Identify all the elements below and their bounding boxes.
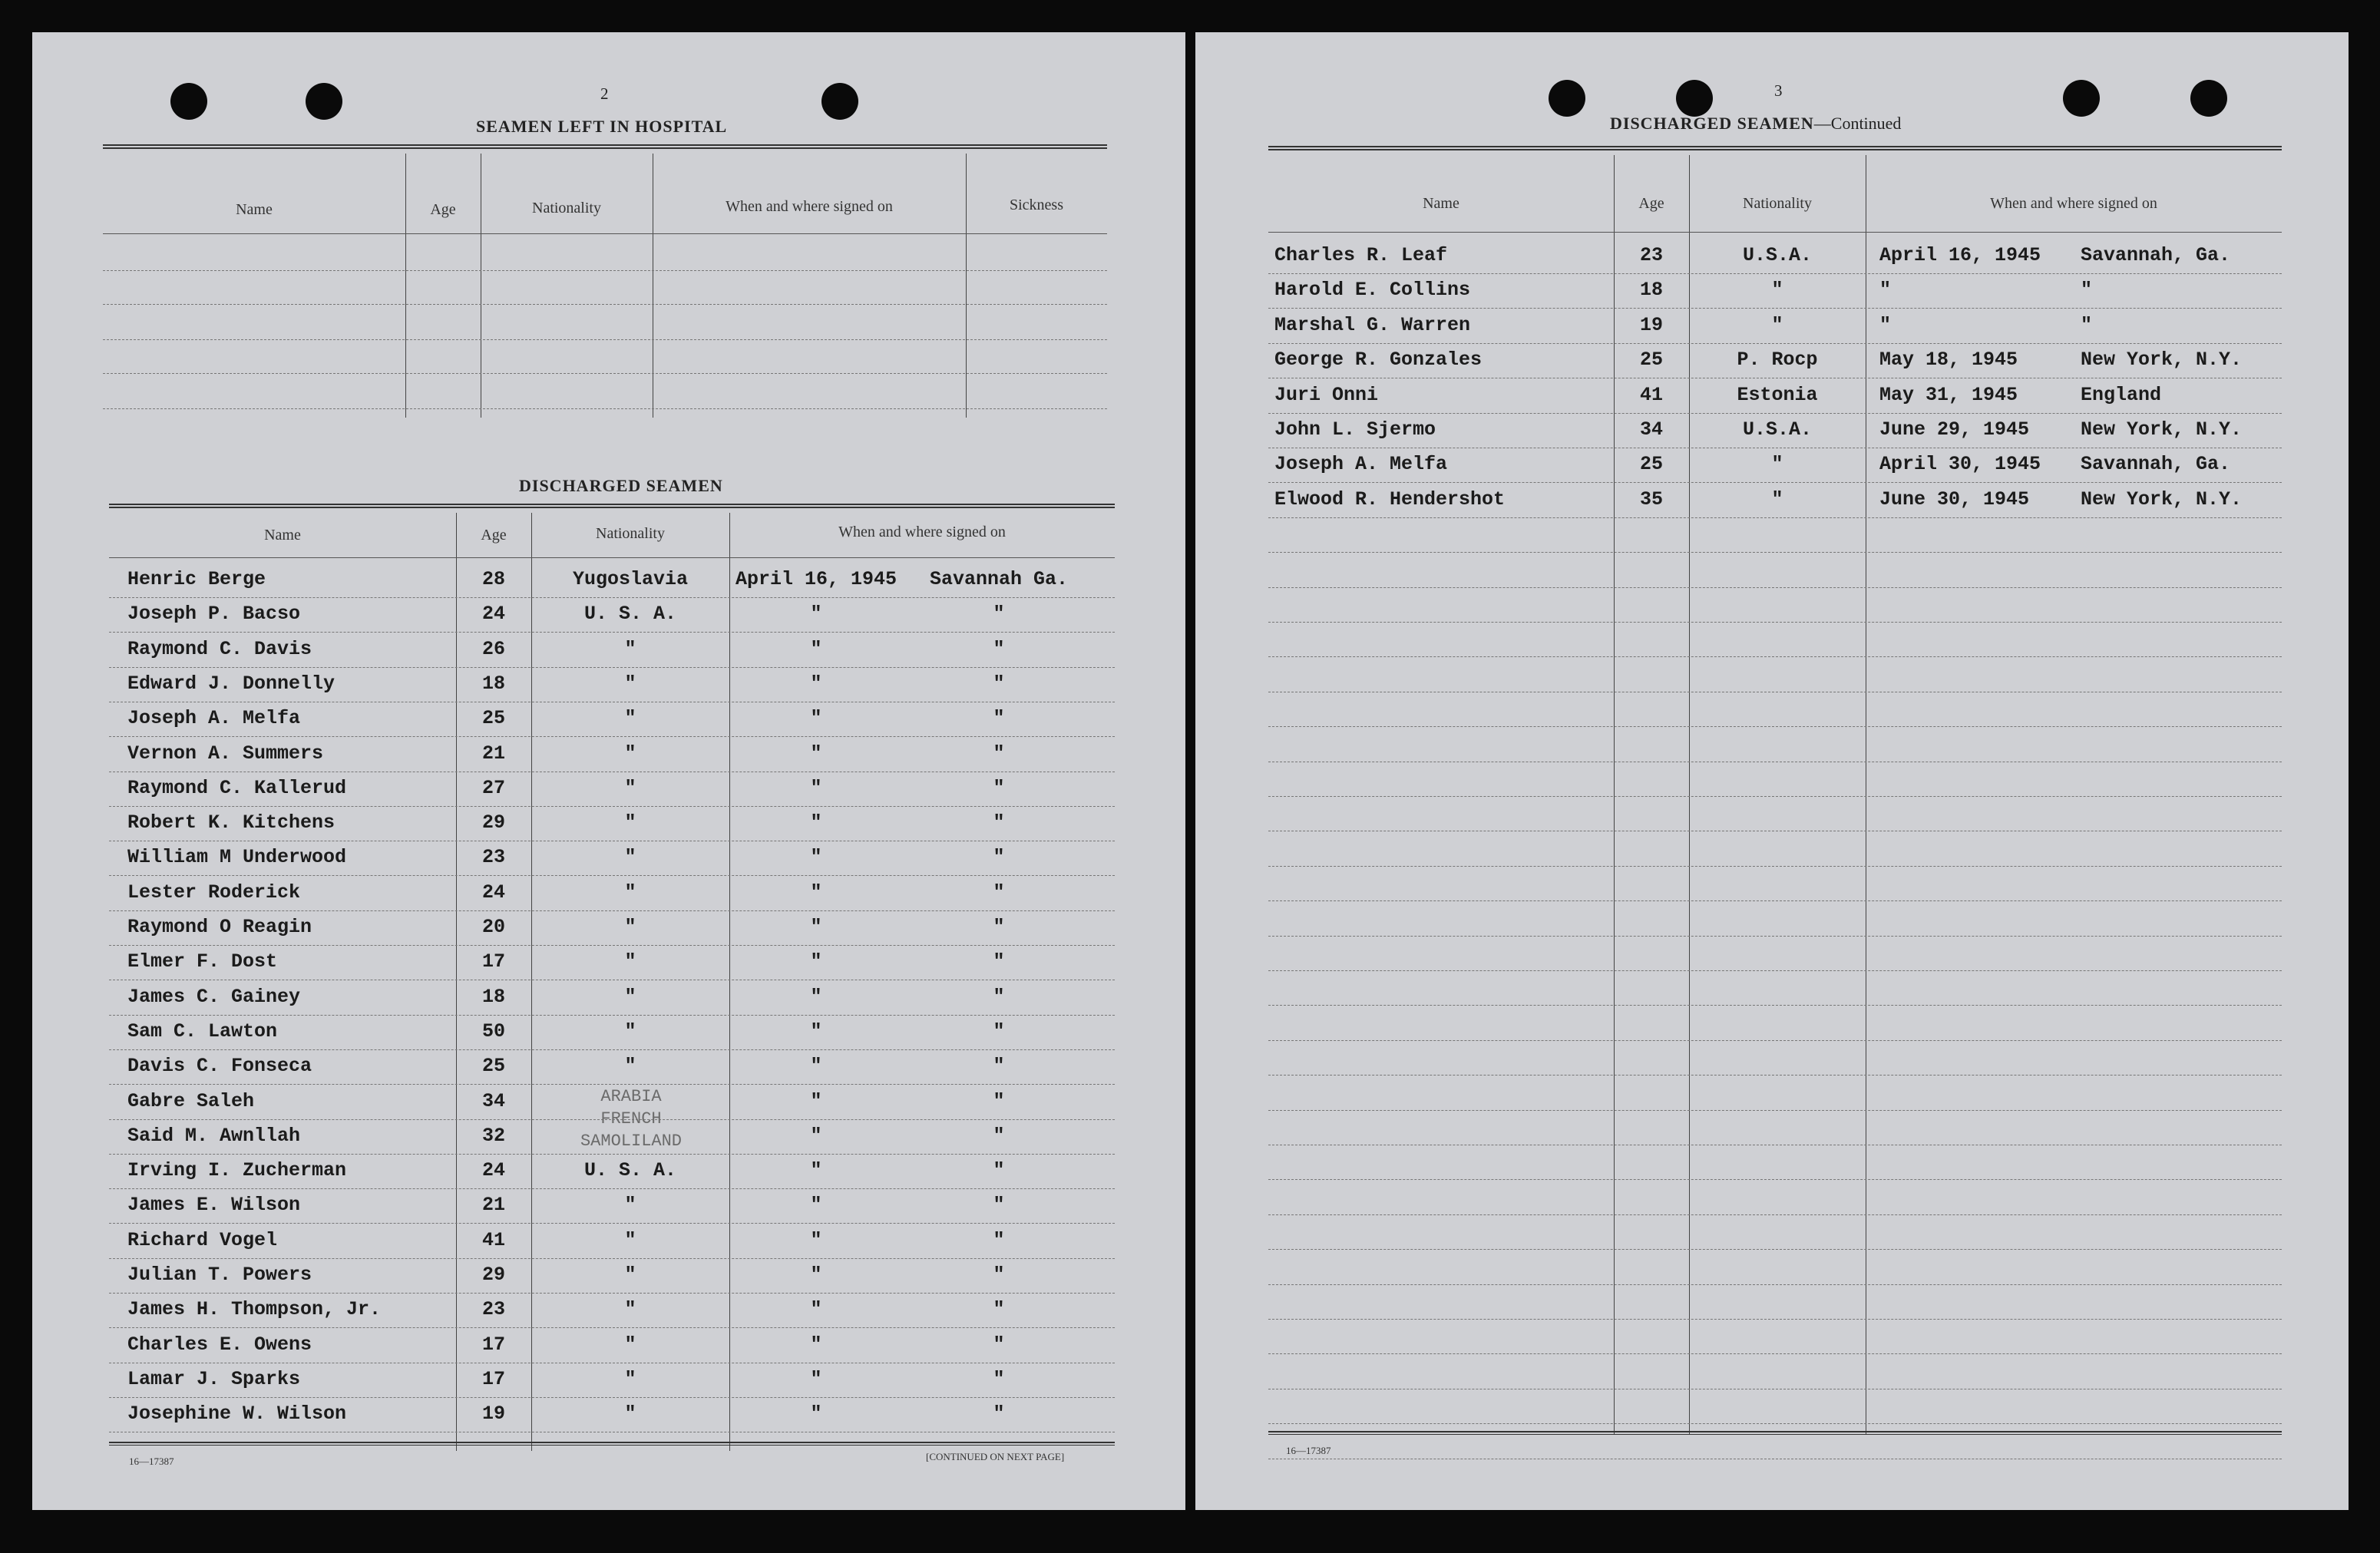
signed-on-date: " bbox=[810, 777, 822, 799]
signed-on-date: April 30, 1945 bbox=[1879, 453, 2041, 475]
punch-hole bbox=[2190, 80, 2227, 117]
row-divider bbox=[1268, 308, 2282, 309]
seaman-name: Juri Onni bbox=[1274, 384, 1379, 406]
signed-on-place: " bbox=[993, 846, 1005, 868]
left-page bbox=[32, 32, 1185, 1510]
page-number: 3 bbox=[1774, 81, 1783, 100]
row-divider bbox=[109, 1223, 1115, 1224]
row-divider bbox=[109, 667, 1115, 668]
seaman-name: James H. Thompson, Jr. bbox=[127, 1298, 382, 1320]
row-divider bbox=[1268, 622, 2282, 623]
title-suffix: —Continued bbox=[1813, 114, 1902, 133]
signed-on-date: " bbox=[810, 1264, 822, 1286]
signed-on-place: England bbox=[2081, 384, 2162, 406]
column-header: Name bbox=[236, 201, 273, 218]
seaman-age: 19 bbox=[1639, 314, 1663, 336]
seaman-name: Richard Vogel bbox=[127, 1229, 278, 1251]
punch-hole bbox=[2063, 80, 2100, 117]
row-divider bbox=[109, 806, 1115, 807]
row-divider bbox=[109, 1327, 1115, 1328]
stamp-line: SAMOLILAND bbox=[580, 1132, 683, 1151]
signed-on-place: " bbox=[993, 881, 1005, 904]
row-divider bbox=[1268, 1319, 2282, 1320]
column-header: Name bbox=[264, 527, 301, 544]
seaman-name: Elwood R. Hendershot bbox=[1274, 488, 1506, 511]
continued-note: [CONTINUED ON NEXT PAGE] bbox=[926, 1451, 1065, 1462]
row-divider bbox=[109, 1049, 1115, 1050]
seaman-age: 18 bbox=[1639, 279, 1663, 301]
row-divider bbox=[1268, 413, 2282, 414]
signed-on-place: " bbox=[993, 603, 1005, 625]
hospital-table bbox=[103, 144, 1107, 453]
row-divider bbox=[1268, 1249, 2282, 1250]
row-divider bbox=[109, 1258, 1115, 1259]
seaman-nationality: " bbox=[624, 1055, 636, 1077]
row-divider bbox=[1268, 482, 2282, 483]
seaman-nationality: " bbox=[624, 1333, 636, 1356]
title-text: DISCHARGED SEAMEN bbox=[1610, 114, 1814, 133]
signed-on-place: " bbox=[993, 1020, 1005, 1042]
seaman-name: George R. Gonzales bbox=[1274, 349, 1483, 371]
seaman-nationality: " bbox=[624, 1264, 636, 1286]
seaman-name: Sam C. Lawton bbox=[127, 1020, 278, 1042]
row-divider bbox=[1268, 273, 2282, 274]
discharged-continued-table bbox=[1268, 146, 2282, 1442]
signed-on-date: " bbox=[810, 1368, 822, 1390]
row-divider bbox=[1268, 552, 2282, 553]
seaman-nationality: " bbox=[624, 950, 636, 973]
signed-on-date: " bbox=[810, 1298, 822, 1320]
seaman-nationality: Yugoslavia bbox=[572, 568, 689, 590]
seaman-nationality: U.S.A. bbox=[1742, 418, 1812, 441]
signed-on-date: " bbox=[810, 1090, 822, 1112]
seaman-nationality: P. Rocp bbox=[1737, 349, 1818, 371]
row-divider bbox=[1268, 656, 2282, 657]
signed-on-place: " bbox=[993, 1264, 1005, 1286]
seaman-age: 21 bbox=[481, 1194, 505, 1216]
seaman-age: 25 bbox=[481, 707, 505, 729]
punch-hole bbox=[1676, 80, 1713, 117]
seaman-age: 28 bbox=[481, 568, 505, 590]
discharged-table bbox=[109, 504, 1115, 1449]
seaman-name: William M Underwood bbox=[127, 846, 347, 868]
column-header: Sickness bbox=[1010, 197, 1063, 213]
signed-on-place: " bbox=[993, 986, 1005, 1008]
seaman-name: John L. Sjermo bbox=[1274, 418, 1436, 441]
seaman-age: 18 bbox=[481, 672, 505, 695]
discharged-title: DISCHARGED SEAMEN bbox=[519, 476, 723, 495]
seaman-nationality: " bbox=[624, 986, 636, 1008]
signed-on-date: " bbox=[810, 1403, 822, 1425]
seaman-name: Josephine W. Wilson bbox=[127, 1403, 347, 1425]
seaman-age: 25 bbox=[481, 1055, 505, 1077]
seaman-name: Julian T. Powers bbox=[127, 1264, 312, 1286]
signed-on-date: April 16, 1945 bbox=[735, 568, 897, 590]
row-divider bbox=[1268, 726, 2282, 727]
seaman-age: 29 bbox=[481, 1264, 505, 1286]
signed-on-place: " bbox=[993, 1403, 1005, 1425]
seaman-name: Harold E. Collins bbox=[1274, 279, 1471, 301]
seaman-nationality: " bbox=[1771, 279, 1783, 301]
seaman-name: James E. Wilson bbox=[127, 1194, 301, 1216]
seaman-age: 24 bbox=[481, 881, 505, 904]
column-header: Nationality bbox=[532, 200, 601, 216]
signed-on-date: " bbox=[810, 986, 822, 1008]
nationality-stamp bbox=[539, 1085, 723, 1152]
seaman-age: 32 bbox=[481, 1125, 505, 1147]
stamp-line: ARABIA bbox=[600, 1087, 662, 1106]
signed-on-place: " bbox=[993, 1090, 1005, 1112]
seaman-age: 24 bbox=[481, 1159, 505, 1181]
signed-on-date: June 29, 1945 bbox=[1879, 418, 2030, 441]
seaman-age: 27 bbox=[481, 777, 505, 799]
seaman-nationality: " bbox=[1771, 453, 1783, 475]
seaman-nationality: " bbox=[624, 707, 636, 729]
row-divider bbox=[1268, 1005, 2282, 1006]
seaman-name: Raymond C. Kallerud bbox=[127, 777, 347, 799]
row-divider bbox=[109, 1397, 1115, 1398]
row-divider bbox=[109, 632, 1115, 633]
seaman-name: Robert K. Kitchens bbox=[127, 811, 336, 834]
column-header: Nationality bbox=[1743, 195, 1812, 212]
signed-on-place: " bbox=[993, 672, 1005, 695]
seaman-age: 50 bbox=[481, 1020, 505, 1042]
signed-on-place: Savannah, Ga. bbox=[2081, 244, 2231, 266]
signed-on-place: " bbox=[993, 1194, 1005, 1216]
row-divider bbox=[1268, 1110, 2282, 1111]
seaman-name: Charles R. Leaf bbox=[1274, 244, 1448, 266]
seaman-name: Vernon A. Summers bbox=[127, 742, 324, 765]
signed-on-place: New York, N.Y. bbox=[2081, 488, 2243, 511]
signed-on-date: " bbox=[810, 1159, 822, 1181]
column-header: Age bbox=[430, 201, 456, 218]
seaman-name: Lester Roderick bbox=[127, 881, 301, 904]
seaman-age: 26 bbox=[481, 638, 505, 660]
signed-on-date: May 31, 1945 bbox=[1879, 384, 2018, 406]
row-divider bbox=[1268, 1179, 2282, 1180]
seaman-age: 20 bbox=[481, 916, 505, 938]
signed-on-place: Savannah, Ga. bbox=[2081, 453, 2231, 475]
seaman-name: Joseph A. Melfa bbox=[127, 707, 301, 729]
signed-on-date: " bbox=[810, 1333, 822, 1356]
seaman-age: 23 bbox=[1639, 244, 1663, 266]
seaman-name: Raymond O Reagin bbox=[127, 916, 312, 938]
signed-on-date: June 30, 1945 bbox=[1879, 488, 2030, 511]
seaman-nationality: " bbox=[624, 638, 636, 660]
row-divider bbox=[1268, 1075, 2282, 1076]
seaman-nationality: " bbox=[624, 916, 636, 938]
signed-on-date: " bbox=[810, 707, 822, 729]
signed-on-place: Savannah Ga. bbox=[929, 568, 1069, 590]
seaman-nationality: U. S. A. bbox=[583, 603, 677, 625]
seaman-name: Said M. Awnllah bbox=[127, 1125, 301, 1147]
row-divider bbox=[109, 945, 1115, 946]
signed-on-date: " bbox=[810, 672, 822, 695]
signed-on-place: " bbox=[993, 950, 1005, 973]
row-divider bbox=[1268, 587, 2282, 588]
signed-on-date: " bbox=[810, 811, 822, 834]
punch-hole bbox=[821, 83, 858, 120]
signed-on-place: " bbox=[993, 1333, 1005, 1356]
signed-on-place: " bbox=[993, 1055, 1005, 1077]
seaman-nationality: U. S. A. bbox=[583, 1159, 677, 1181]
row-divider bbox=[1268, 866, 2282, 867]
row-divider bbox=[109, 1015, 1115, 1016]
seaman-age: 17 bbox=[481, 1333, 505, 1356]
signed-on-date: " bbox=[810, 1125, 822, 1147]
column-header: When and where signed on bbox=[1990, 195, 2157, 212]
seaman-age: 25 bbox=[1639, 349, 1663, 371]
seaman-age: 41 bbox=[1639, 384, 1663, 406]
seaman-nationality: " bbox=[624, 846, 636, 868]
signed-on-place: " bbox=[993, 1159, 1005, 1181]
hospital-title: SEAMEN LEFT IN HOSPITAL bbox=[476, 117, 728, 136]
signed-on-place: " bbox=[993, 916, 1005, 938]
punch-hole bbox=[1549, 80, 1585, 117]
row-divider bbox=[1268, 970, 2282, 971]
seaman-nationality: " bbox=[1771, 314, 1783, 336]
signed-on-date: " bbox=[810, 1194, 822, 1216]
row-divider bbox=[109, 910, 1115, 911]
seaman-age: 34 bbox=[1639, 418, 1663, 441]
form-number: 16—17387 bbox=[129, 1456, 174, 1467]
seaman-name: Raymond C. Davis bbox=[127, 638, 312, 660]
punch-hole bbox=[170, 83, 207, 120]
signed-on-date: " bbox=[810, 846, 822, 868]
column-header: Age bbox=[481, 527, 507, 544]
seaman-name: Irving I. Zucherman bbox=[127, 1159, 347, 1181]
row-divider bbox=[1268, 1423, 2282, 1424]
seaman-nationality: " bbox=[624, 1298, 636, 1320]
stamp-line: FRENCH bbox=[600, 1109, 662, 1128]
seaman-nationality: " bbox=[1771, 488, 1783, 511]
seaman-nationality: " bbox=[624, 1194, 636, 1216]
seaman-age: 24 bbox=[481, 603, 505, 625]
signed-on-date: April 16, 1945 bbox=[1879, 244, 2041, 266]
row-divider bbox=[1268, 796, 2282, 797]
row-divider bbox=[109, 875, 1115, 876]
row-divider bbox=[109, 1084, 1115, 1085]
signed-on-place: " bbox=[993, 1298, 1005, 1320]
seaman-name: Elmer F. Dost bbox=[127, 950, 278, 973]
signed-on-date: " bbox=[1879, 279, 1892, 301]
signed-on-place: " bbox=[993, 638, 1005, 660]
seaman-age: 19 bbox=[481, 1403, 505, 1425]
signed-on-place: " bbox=[993, 707, 1005, 729]
column-header: Age bbox=[1638, 195, 1664, 212]
seaman-nationality: " bbox=[624, 777, 636, 799]
row-divider bbox=[1268, 1214, 2282, 1215]
seaman-nationality: " bbox=[624, 1229, 636, 1251]
row-divider bbox=[109, 1154, 1115, 1155]
seaman-nationality: Estonia bbox=[1737, 384, 1818, 406]
signed-on-place: New York, N.Y. bbox=[2081, 349, 2243, 371]
signed-on-date: " bbox=[810, 603, 822, 625]
seaman-name: Joseph A. Melfa bbox=[1274, 453, 1448, 475]
signed-on-date: " bbox=[810, 1229, 822, 1251]
seaman-age: 23 bbox=[481, 846, 505, 868]
seaman-nationality: " bbox=[624, 742, 636, 765]
punch-hole bbox=[306, 83, 342, 120]
signed-on-place: " bbox=[993, 742, 1005, 765]
row-divider bbox=[1268, 1284, 2282, 1285]
signed-on-date: " bbox=[810, 916, 822, 938]
seaman-age: 18 bbox=[481, 986, 505, 1008]
seaman-name: James C. Gainey bbox=[127, 986, 301, 1008]
seaman-age: 34 bbox=[481, 1090, 505, 1112]
right-page bbox=[1195, 32, 2349, 1510]
seaman-age: 35 bbox=[1639, 488, 1663, 511]
seaman-nationality: " bbox=[624, 1020, 636, 1042]
column-header: When and where signed on bbox=[838, 524, 1006, 540]
row-divider bbox=[109, 1188, 1115, 1189]
form-number: 16—17387 bbox=[1286, 1445, 1331, 1456]
seaman-age: 29 bbox=[481, 811, 505, 834]
seaman-age: 17 bbox=[481, 950, 505, 973]
seaman-name: Henric Berge bbox=[127, 568, 266, 590]
column-header: Name bbox=[1423, 195, 1459, 212]
seaman-nationality: " bbox=[624, 672, 636, 695]
row-divider bbox=[1268, 517, 2282, 518]
signed-on-place: New York, N.Y. bbox=[2081, 418, 2243, 441]
seaman-name: Davis C. Fonseca bbox=[127, 1055, 312, 1077]
seaman-name: Lamar J. Sparks bbox=[127, 1368, 301, 1390]
seaman-name: Charles E. Owens bbox=[127, 1333, 312, 1356]
seaman-nationality: " bbox=[624, 811, 636, 834]
signed-on-place: " bbox=[993, 1125, 1005, 1147]
seaman-nationality: " bbox=[624, 881, 636, 904]
signed-on-place: " bbox=[2081, 279, 2093, 301]
seaman-name: Marshal G. Warren bbox=[1274, 314, 1471, 336]
signed-on-place: " bbox=[993, 1368, 1005, 1390]
seaman-age: 23 bbox=[481, 1298, 505, 1320]
row-divider bbox=[1268, 1353, 2282, 1354]
row-divider bbox=[1268, 343, 2282, 344]
signed-on-date: " bbox=[810, 1020, 822, 1042]
signed-on-place: " bbox=[993, 811, 1005, 834]
signed-on-date: " bbox=[810, 638, 822, 660]
column-header: Nationality bbox=[596, 525, 665, 542]
seaman-age: 17 bbox=[481, 1368, 505, 1390]
signed-on-date: " bbox=[810, 881, 822, 904]
discharged-continued-title bbox=[1610, 114, 1901, 134]
seaman-nationality: " bbox=[624, 1368, 636, 1390]
seaman-name: Edward J. Donnelly bbox=[127, 672, 336, 695]
seaman-name: Joseph P. Bacso bbox=[127, 603, 301, 625]
signed-on-place: " bbox=[2081, 314, 2093, 336]
row-divider bbox=[1268, 1040, 2282, 1041]
seaman-age: 41 bbox=[481, 1229, 505, 1251]
signed-on-place: " bbox=[993, 777, 1005, 799]
seaman-age: 21 bbox=[481, 742, 505, 765]
row-divider bbox=[109, 736, 1115, 737]
column-header: When and where signed on bbox=[726, 198, 893, 215]
signed-on-date: " bbox=[810, 742, 822, 765]
signed-on-date: " bbox=[1879, 314, 1892, 336]
row-divider bbox=[109, 1293, 1115, 1294]
row-divider bbox=[109, 597, 1115, 598]
seaman-nationality: U.S.A. bbox=[1742, 244, 1812, 266]
signed-on-place: " bbox=[993, 1229, 1005, 1251]
signed-on-date: May 18, 1945 bbox=[1879, 349, 2018, 371]
row-divider bbox=[1268, 936, 2282, 937]
signed-on-date: " bbox=[810, 950, 822, 973]
seaman-age: 25 bbox=[1639, 453, 1663, 475]
seaman-name: Gabre Saleh bbox=[127, 1090, 255, 1112]
row-divider bbox=[1268, 900, 2282, 901]
seaman-nationality: " bbox=[624, 1403, 636, 1425]
signed-on-date: " bbox=[810, 1055, 822, 1077]
page-number: 2 bbox=[600, 84, 609, 103]
